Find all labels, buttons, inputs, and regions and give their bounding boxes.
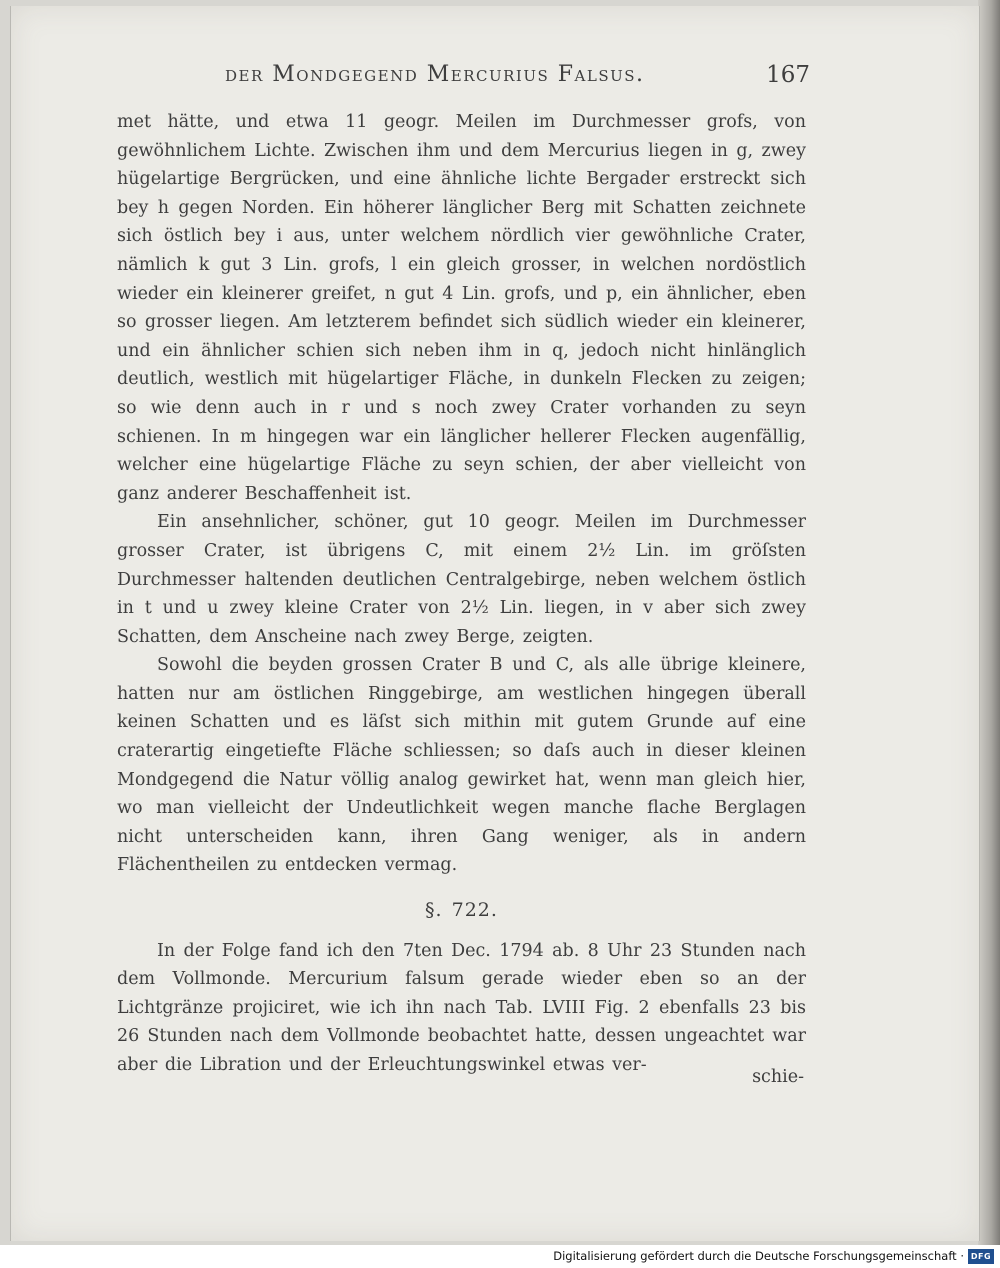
paragraph-section-722: In der Folge fand ich den 7ten Dec. 1794 ab. 8 Uhr 23 Stunden nach dem Vollmonde. Mercurium falsum gerade wieder eben so an der Lichtgränze projiciret, wie ich ihn nach Tab. LVIII Fig. 2 ebenfalls 23 bis 26 Stunden nach dem Vollmonde beobachtet hatte, dessen ungeachtet war aber die Libration und der Erleuchtungswinkel etwas ver- (117, 940, 806, 1075)
paragraph-crater-shadows: Sowohl die beyden grossen Crater B und C, als alle übrige kleinere, hatten nur am östlichen Ringgebirge, am westlichen hingegen überall keinen Schatten und es läſst sich mithin mit gutem Grunde auf eine craterartig eingetiefte Fläche schliessen; so daſs auch in dieser kleinen Mondgegend die Natur völlig analog gewirket hat, wenn man gleich hier, wo man vielleicht der Undeutlichkeit wegen manche flache Berglagen nicht unterscheiden kann, ihren Gang weniger, als in andern Flächentheilen zu entdecken vermag. (117, 655, 806, 876)
book-edge (978, 0, 1000, 1245)
paragraph-crater-c: Ein ansehnlicher, schöner, gut 10 geogr. Meilen im Durchmesser grosser Crater, ist übrigens C, mit einem 2½ Lin. im gröſsten Durchmesser haltenden deutlichen Centralgebirge, neben welchem östlich in t und u zwey kleine Crater von 2½ Lin. liegen, in v aber sich zwey Schatten, dem Anscheine nach zwey Berge, zeigten. (117, 512, 806, 647)
running-head: der Mondgegend Mercurius Falsus. (225, 62, 645, 87)
footer-bar (0, 1245, 1000, 1268)
dfg-logo-icon[interactable]: DFG (968, 1249, 994, 1264)
page-body (117, 108, 806, 1080)
paragraph-continued: met hätte, und etwa 11 geogr. Meilen im Durchmesser grofs, von gewöhnlichem Lichte. Zwischen ihm und dem Mercurius liegen in g, zwey hügelartige Bergrücken, und eine ähnliche lichte Bergader erstreckt sich bey h gegen Norden. Ein höherer länglicher Berg mit Schatten zeichnete sich östlich bey i aus, unter welchem nördlich vier gewöhnliche Crater, nämlich k gut 3 Lin. grofs, l ein gleich grosser, in welchen nordöstlich wieder ein kleinerer greifet, n gut 4 Lin. grofs, und p, ein ähnlicher, eben so grosser liegen. Am letzterem befindet sich südlich wieder ein kleinerer, und ein ähnlicher schien sich neben ihm in q, jedoch nicht hinlänglich deutlich, westlich mit hügelartiger Fläche, in dunkeln Flecken zu zeigen; so wie denn auch in r und s noch zwey Crater vorhanden zu seyn schienen. In m hingegen war ein länglicher hellerer Flecken augenfällig, welcher eine hügelartige Fläche zu seyn schien, der aber vielleicht von ganz anderer Beschaffenheit ist. (117, 112, 806, 504)
page-header (210, 62, 810, 92)
footer-credit: Digitalisierung gefördert durch die Deutsche Forschungsgemeinschaft · (553, 1249, 964, 1263)
page-number: 167 (766, 62, 810, 88)
section-heading: §. 722. (425, 899, 498, 922)
catchword: schie- (752, 1067, 804, 1087)
